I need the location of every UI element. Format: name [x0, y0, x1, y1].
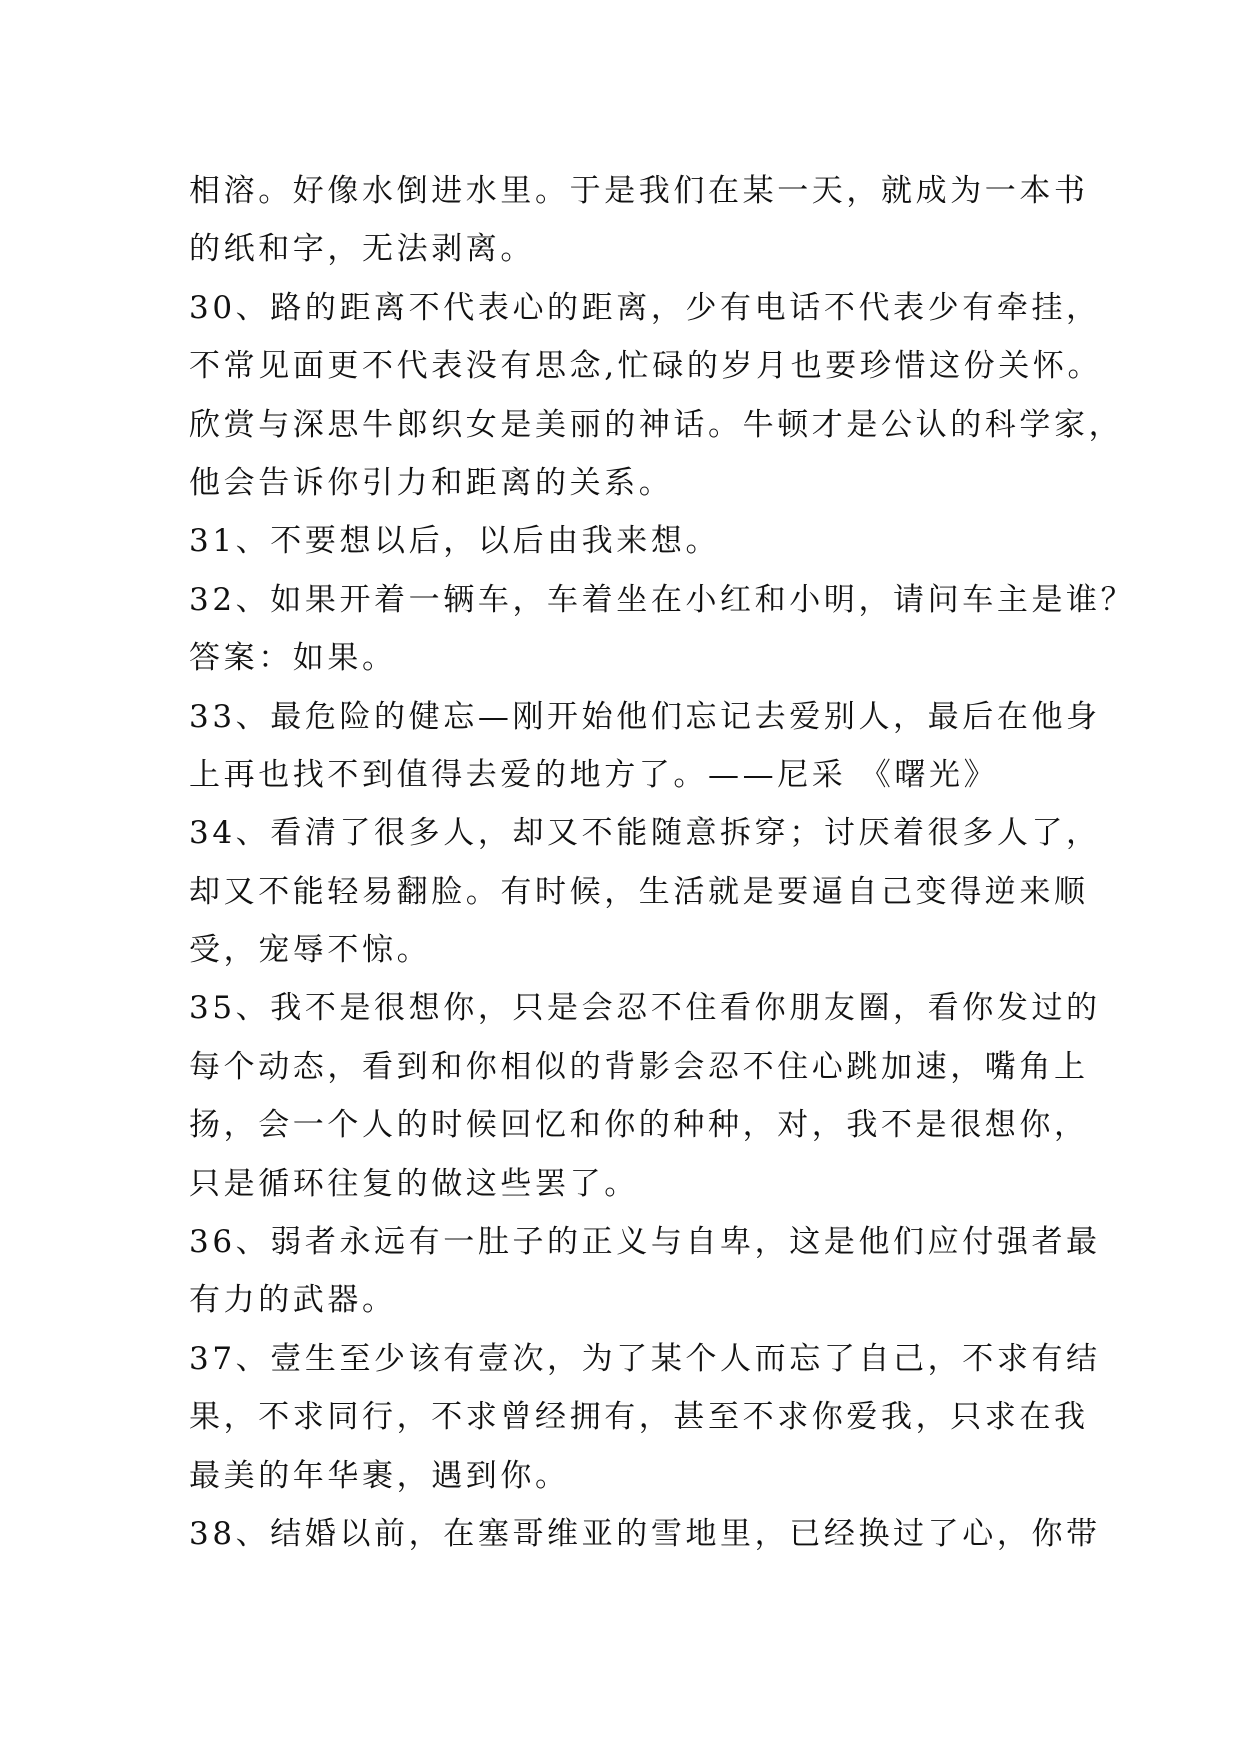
text-line: 37、壹生至少该有壹次，为了某个人而忘了自己，不求有结: [189, 1340, 1101, 1377]
text-line: 相溶。好像水倒进水里。于是我们在某一天，就成为一本书: [189, 173, 1089, 209]
text-line: 上再也找不到值得去爱的地方了。——尼采 《曙光》: [189, 756, 999, 793]
text-line: 36、弱者永远有一肚子的正义与自卑，这是他们应付强者最: [189, 1224, 1101, 1261]
text-line: 34、看清了很多人，却又不能随意拆穿；讨厌着很多人了，: [189, 815, 1101, 852]
text-line: 最美的年华裹，遇到你。: [189, 1457, 570, 1494]
text-line: 他会告诉你引力和距离的关系。: [189, 464, 674, 501]
text-line: 扬，会一个人的时候回忆和你的种种，对，我不是很想你，: [189, 1107, 1089, 1144]
text-line: 欣赏与深思牛郎织女是美丽的神话。牛顿才是公认的科学家，: [189, 406, 1124, 443]
text-line: 每个动态，看到和你相似的背影会忍不住心跳加速，嘴角上: [189, 1048, 1089, 1085]
text-line: 果，不求同行，不求曾经拥有，甚至不求你爱我，只求在我: [189, 1399, 1089, 1436]
text-line: 不常见面更不代表没有思念,忙碌的岁月也要珍惜这份关怀。: [189, 348, 1103, 385]
text-line: 30、路的距离不代表心的距离，少有电话不代表少有牵挂，: [189, 289, 1101, 326]
text-line: 31、不要想以后，以后由我来想。: [189, 523, 721, 560]
text-line: 35、我不是很想你，只是会忍不住看你朋友圈，看你发过的: [189, 990, 1101, 1027]
text-line: 受，宠辱不惊。: [189, 932, 432, 969]
text-line: 答案：如果。: [189, 640, 397, 677]
text-line: 38、结婚以前，在塞哥维亚的雪地里，已经换过了心，你带: [189, 1515, 1101, 1552]
text-line: 有力的武器。: [189, 1282, 397, 1319]
document-body: [189, 162, 1136, 1563]
text-line: 33、最危险的健忘—刚开始他们忘记去爱别人，最后在他身: [189, 698, 1101, 735]
text-line: 的纸和字，无法剥离。: [189, 231, 535, 268]
text-line: 却又不能轻易翻脸。有时候，生活就是要逼自己变得逆来顺: [189, 873, 1089, 910]
text-line: 只是循环往复的做这些罢了。: [189, 1165, 639, 1202]
text-line: 32、如果开着一辆车，车着坐在小红和小明，请问车主是谁？: [189, 581, 1136, 618]
